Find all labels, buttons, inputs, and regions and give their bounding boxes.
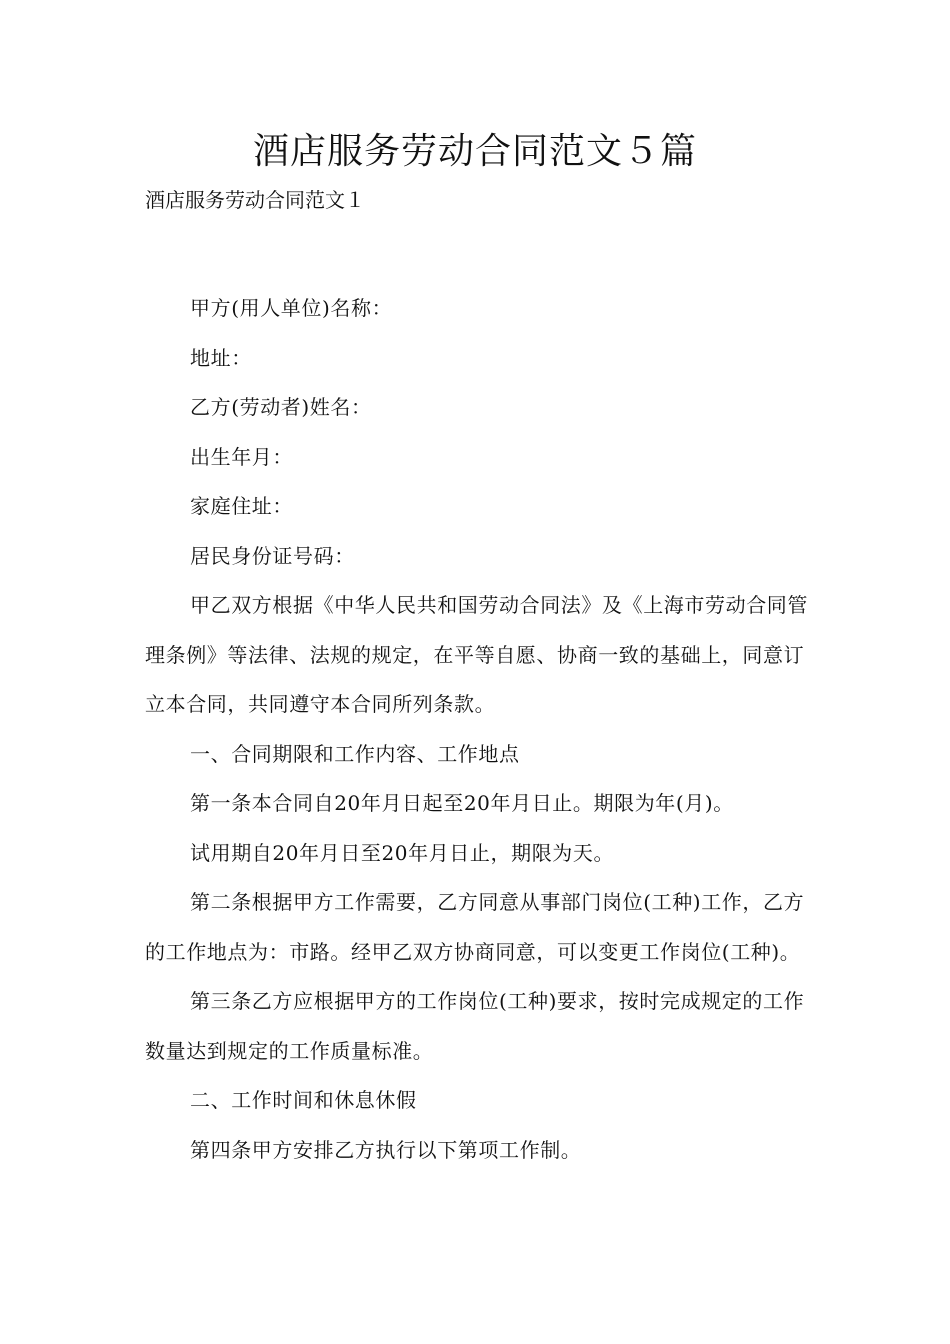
document-title: 酒店服务劳动合同范文５篇: [252, 131, 697, 172]
document-body: [145, 284, 810, 1175]
paragraph-address: 地址：: [190, 345, 252, 370]
paragraph-article-3: 第三条乙方应根据甲方的工作岗位(工种)要求，按时完成规定的工作数量达到规定的工作质量标准。: [145, 989, 805, 1063]
section-heading-working-hours: 二、工作时间和休息休假: [190, 1088, 417, 1112]
section-heading-term: 一、合同期限和工作内容、工作地点: [190, 741, 520, 766]
paragraph-birth-date: 出生年月：: [190, 444, 293, 469]
paragraph-article-1: 第一条本合同自20年月日起至20年月日止。期限为年(月)。: [190, 791, 734, 815]
document-subtitle: 酒店服务劳动合同范文１: [145, 188, 365, 212]
paragraph-id-number: 居民身份证号码：: [190, 543, 355, 568]
paragraph-employer-name: 甲方(用人单位)名称：: [190, 296, 393, 320]
paragraph-preamble: 甲乙双方根据《中华人民共和国劳动合同法》及《上海市劳动合同管理条例》等法律、法规的规定，在平等自愿、协商一致的基础上，同意订立本合同，共同遵守本合同所列条款。: [145, 593, 808, 716]
paragraph-article-2: 第二条根据甲方工作需要，乙方同意从事部门岗位(工种)工作，乙方的工作地点为：市路。经甲乙双方协商同意，可以变更工作岗位(工种)。: [145, 890, 805, 964]
paragraph-employee-name: 乙方(劳动者)姓名：: [190, 395, 372, 419]
paragraph-probation: 试用期自20年月日至20年月日止，期限为天。: [190, 840, 615, 865]
paragraph-article-4: 第四条甲方安排乙方执行以下第项工作制。: [190, 1137, 582, 1162]
paragraph-home-address: 家庭住址：: [190, 494, 293, 518]
